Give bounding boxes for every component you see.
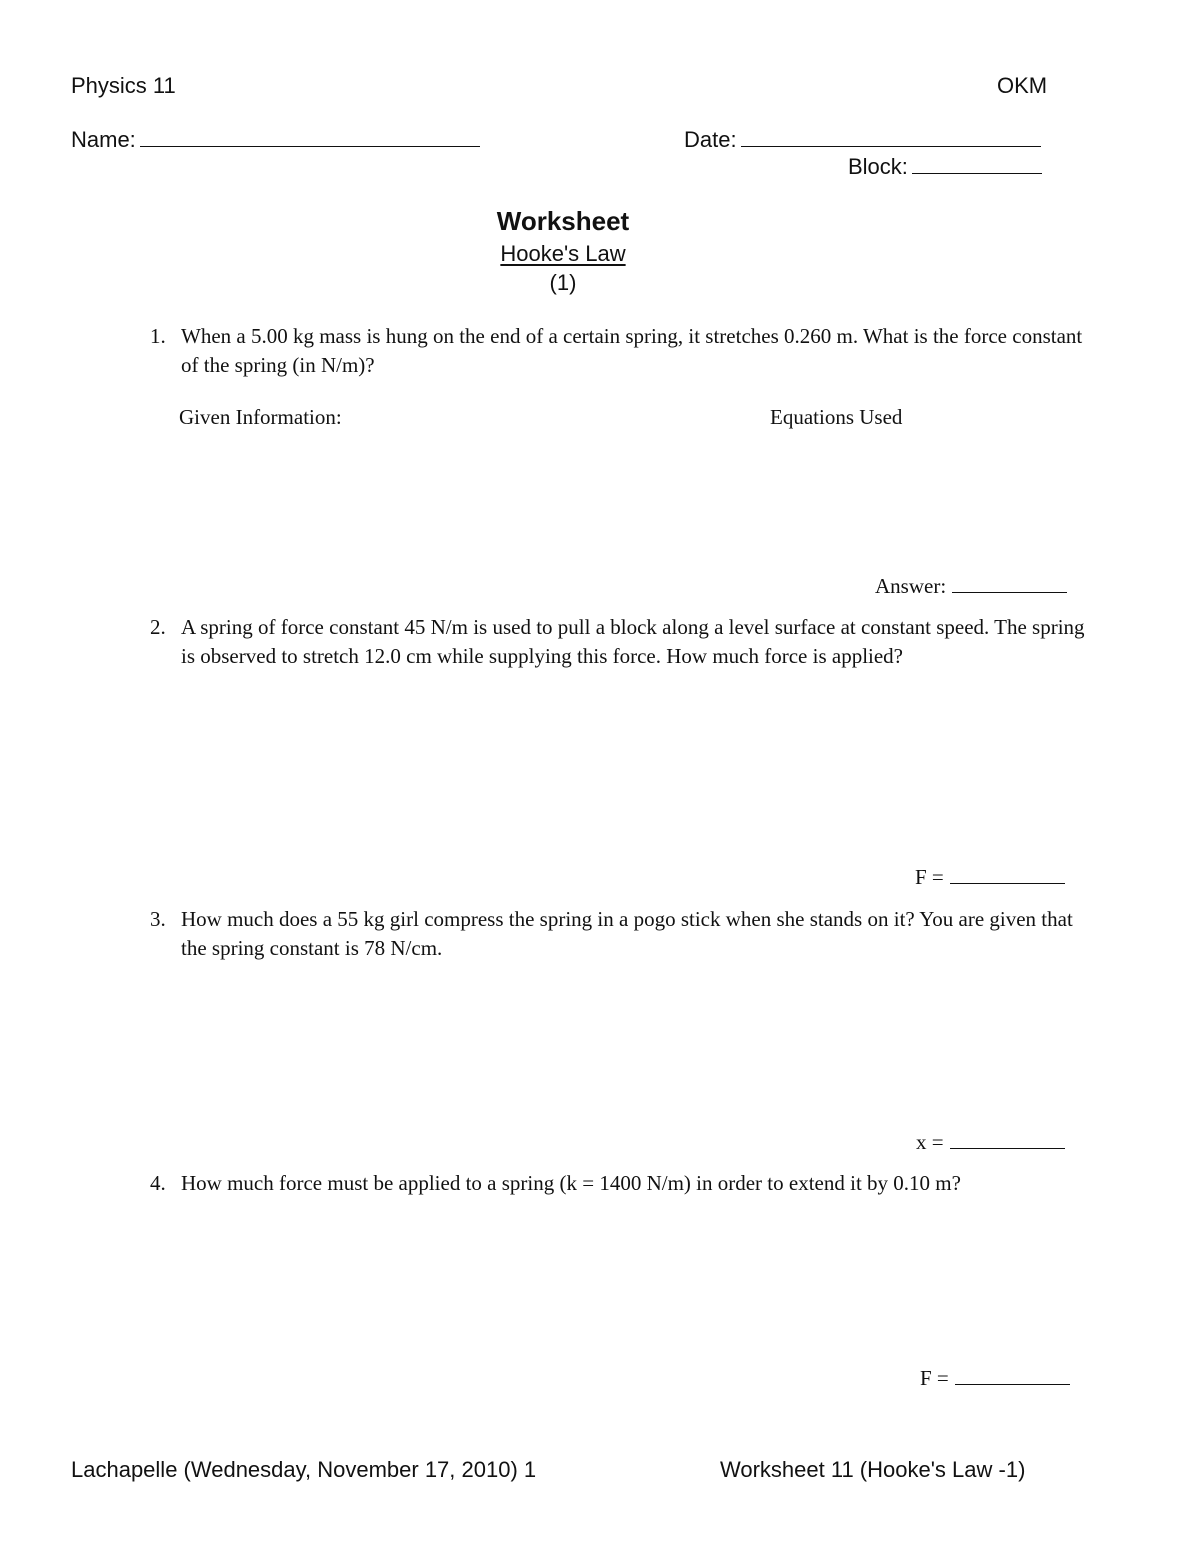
question-text: How much force must be applied to a spring (k = 1400 N/m) in order to extend it by 0.10 m? (181, 1171, 961, 1195)
name-field[interactable] (140, 128, 480, 147)
answer-row-3 (916, 1130, 1065, 1155)
question-number: 3. (150, 907, 166, 931)
date-label: Date: (684, 127, 737, 152)
question-number: 4. (150, 1171, 166, 1195)
course-label: Physics 11 (71, 73, 176, 98)
footer-left: Lachapelle (Wednesday, November 17, 2010) 1 (71, 1457, 537, 1482)
topic-text: Hooke's Law (500, 241, 626, 266)
answer-field[interactable] (950, 1132, 1065, 1149)
worksheet-sequence: (1) (549, 270, 577, 295)
footer-right: Worksheet 11 (Hooke's Law -1) (720, 1457, 1026, 1482)
answer-row-4 (920, 1366, 1070, 1391)
question-number: 2. (150, 615, 166, 639)
answer-label: F = (915, 865, 944, 889)
answer-field[interactable] (955, 1368, 1070, 1385)
name-label: Name: (71, 127, 136, 152)
teacher-code: OKM (997, 73, 1048, 98)
answer-label: x = (916, 1130, 944, 1154)
question-text: How much does a 55 kg girl compress the spring in a pogo stick when she stands on it? You are given that the spring constant is 78 N/cm. (181, 907, 1073, 960)
given-information-label: Given Information: (179, 405, 342, 429)
date-row (684, 127, 1041, 153)
question-1 (150, 322, 1100, 379)
question-text: When a 5.00 kg mass is hung on the end of a certain spring, it stretches 0.260 m. What is the force constant of the spring (in N/m)? (181, 324, 1083, 377)
worksheet-topic (0, 241, 1126, 267)
answer-label: Answer: (875, 574, 947, 598)
question-3 (150, 905, 1100, 962)
answer-row-1 (875, 574, 1067, 599)
answer-label: F = (920, 1366, 949, 1390)
worksheet-title: Worksheet (496, 206, 630, 236)
answer-field[interactable] (952, 576, 1067, 593)
question-text: A spring of force constant 45 N/m is used to pull a block along a level surface at constant speed. The spring is observed to stretch 12.0 cm while supplying this force. How much force is applied? (181, 615, 1085, 668)
question-number: 1. (150, 324, 166, 348)
block-row (848, 154, 1042, 180)
question-4 (150, 1169, 1100, 1198)
block-field[interactable] (912, 155, 1042, 174)
name-row (71, 127, 480, 153)
date-field[interactable] (741, 128, 1041, 147)
answer-field[interactable] (950, 867, 1065, 884)
equations-used-label: Equations Used (770, 405, 903, 429)
question-2 (150, 613, 1100, 670)
answer-row-2 (915, 865, 1065, 890)
block-label: Block: (848, 154, 908, 179)
